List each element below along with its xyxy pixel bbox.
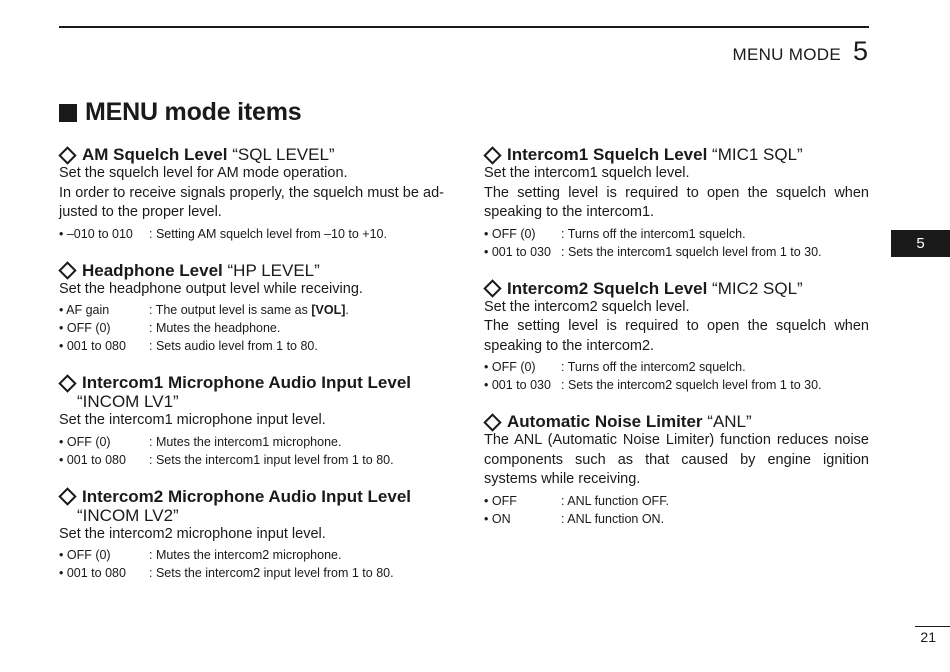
option-value: : Turns off the intercom1 squelch. [561, 226, 746, 241]
option-key: • 001 to 030 [484, 244, 551, 259]
option-value: : Sets the intercom1 squelch level from 1 to 30. [561, 244, 822, 259]
right-column [484, 145, 869, 546]
option-list [484, 492, 869, 528]
option-row [59, 451, 444, 469]
option-value: : Mutes the headphone. [149, 321, 281, 335]
menu-item-headphone-level [59, 261, 444, 356]
menu-item-intercom1-mic-level [59, 373, 444, 469]
option-value: : Sets the intercom2 input level from 1 to 80. [149, 566, 394, 580]
option-key: • OFF [484, 493, 517, 508]
option-list [59, 433, 444, 469]
option-list [484, 358, 869, 394]
page-header [732, 36, 868, 67]
option-list [484, 225, 869, 261]
option-value [149, 301, 444, 319]
option-key: • 001 to 030 [484, 378, 551, 392]
item-title [484, 412, 869, 431]
option-row [484, 243, 869, 261]
option-key: • 001 to 080 [59, 339, 126, 353]
left-column [59, 145, 444, 600]
section-title: MENU mode items [85, 98, 302, 126]
option-key: • OFF (0) [59, 434, 111, 449]
option-list [59, 301, 444, 355]
item-title-bold: Headphone Level [82, 260, 223, 280]
option-row [59, 337, 444, 355]
item-description: The setting level is required to open the squelch when speaking to the intercom1. [484, 184, 869, 220]
item-title-bold: AM Squelch Level [82, 145, 228, 164]
option-key: • AF gain [59, 303, 110, 317]
item-title-quote: “INCOM LV2” [77, 505, 179, 525]
item-title-quote: “INCOM LV1” [77, 392, 179, 411]
option-row [484, 225, 869, 243]
menu-item-am-squelch [59, 145, 444, 243]
option-value-tail: . [345, 303, 349, 317]
diamond-icon [483, 146, 501, 164]
item-title-quote: “SQL LEVEL” [232, 145, 335, 164]
option-key: • OFF (0) [484, 360, 536, 374]
item-description: The setting level is required to open the squelch when speaking to the intercom2. [484, 318, 869, 354]
item-description: Set the intercom1 microphone input level. [59, 412, 326, 428]
diamond-icon [58, 374, 76, 392]
diamond-icon [483, 413, 501, 431]
item-title-bold: Intercom2 Microphone Audio Input Level [82, 486, 412, 506]
option-list [59, 546, 444, 582]
item-description: The ANL (Automatic Noise Limiter) function reduces noise components such as that caused by engine ignition systems while receiving. [484, 432, 869, 487]
square-bullet-icon [59, 104, 77, 122]
item-title [59, 145, 444, 164]
option-value: : Turns off the intercom2 squelch. [561, 360, 746, 374]
option-value: : Sets audio level from 1 to 80. [149, 339, 318, 353]
menu-item-intercom2-squelch [484, 279, 869, 395]
item-title [484, 145, 869, 164]
item-title [59, 373, 444, 392]
item-description: Set the intercom2 squelch level. [484, 298, 690, 315]
option-key: • ON [484, 511, 511, 526]
option-value: : Sets the intercom2 squelch level from 1 to 30. [561, 378, 822, 392]
header-title: MENU MODE [732, 45, 841, 64]
diamond-icon [483, 279, 501, 297]
option-key: • OFF (0) [484, 226, 536, 241]
item-title [59, 261, 444, 280]
item-description: In order to receive signals properly, the squelch must be ad-justed to the proper level. [59, 184, 444, 220]
item-description: Set the intercom1 squelch level. [484, 165, 690, 181]
option-row [59, 225, 444, 243]
item-title-bold: Intercom1 Squelch Level [507, 145, 708, 164]
item-title-bold: Intercom1 Microphone Audio Input Level [82, 373, 412, 392]
option-key: • 001 to 080 [59, 452, 126, 467]
option-value: : Mutes the intercom2 microphone. [149, 548, 342, 562]
top-rule [59, 26, 869, 28]
section-heading [59, 98, 301, 127]
option-row [59, 433, 444, 451]
option-row [59, 564, 444, 582]
item-title [59, 487, 444, 506]
item-title [484, 279, 869, 298]
page-number: 21 [920, 629, 936, 645]
menu-item-intercom2-mic-level [59, 487, 444, 583]
option-value: : Setting AM squelch level from –10 to +10. [149, 226, 387, 241]
vol-key-label: [VOL] [311, 303, 346, 317]
diamond-icon [58, 146, 76, 164]
option-value-text: : The output level is same as [149, 303, 308, 317]
chapter-side-tab: 5 [891, 230, 950, 257]
option-row [484, 492, 869, 510]
option-key: • OFF (0) [59, 321, 111, 335]
item-title-bold: Automatic Noise Limiter [507, 412, 703, 431]
bottom-rule [915, 626, 950, 627]
option-value: : ANL function ON. [561, 511, 665, 526]
item-title-quote: “HP LEVEL” [227, 260, 320, 280]
diamond-icon [58, 261, 76, 279]
diamond-icon [58, 487, 76, 505]
chapter-number: 5 [852, 36, 868, 66]
item-description: Set the intercom2 microphone input level. [59, 525, 326, 542]
option-value: : Sets the intercom1 input level from 1 to 80. [149, 452, 394, 467]
item-title-quote: “MIC1 SQL” [712, 145, 803, 164]
option-row [59, 301, 444, 319]
option-row [484, 510, 869, 528]
item-title-quote: “MIC2 SQL” [712, 278, 803, 298]
option-row [484, 358, 869, 376]
option-row [484, 376, 869, 394]
item-title-bold: Intercom2 Squelch Level [507, 278, 708, 298]
option-key: • –010 to 010 [59, 226, 133, 241]
option-value: : ANL function OFF. [561, 493, 669, 508]
menu-item-anl [484, 412, 869, 528]
option-row [59, 319, 444, 337]
option-value: : Mutes the intercom1 microphone. [149, 434, 342, 449]
menu-item-intercom1-squelch [484, 145, 869, 261]
option-key: • OFF (0) [59, 548, 111, 562]
option-row [59, 546, 444, 564]
option-list [59, 225, 444, 243]
item-title-quote: “ANL” [707, 412, 752, 431]
item-description: Set the squelch level for AM mode operation. [59, 165, 348, 181]
option-key: • 001 to 080 [59, 566, 126, 580]
item-description: Set the headphone output level while receiving. [59, 280, 363, 297]
